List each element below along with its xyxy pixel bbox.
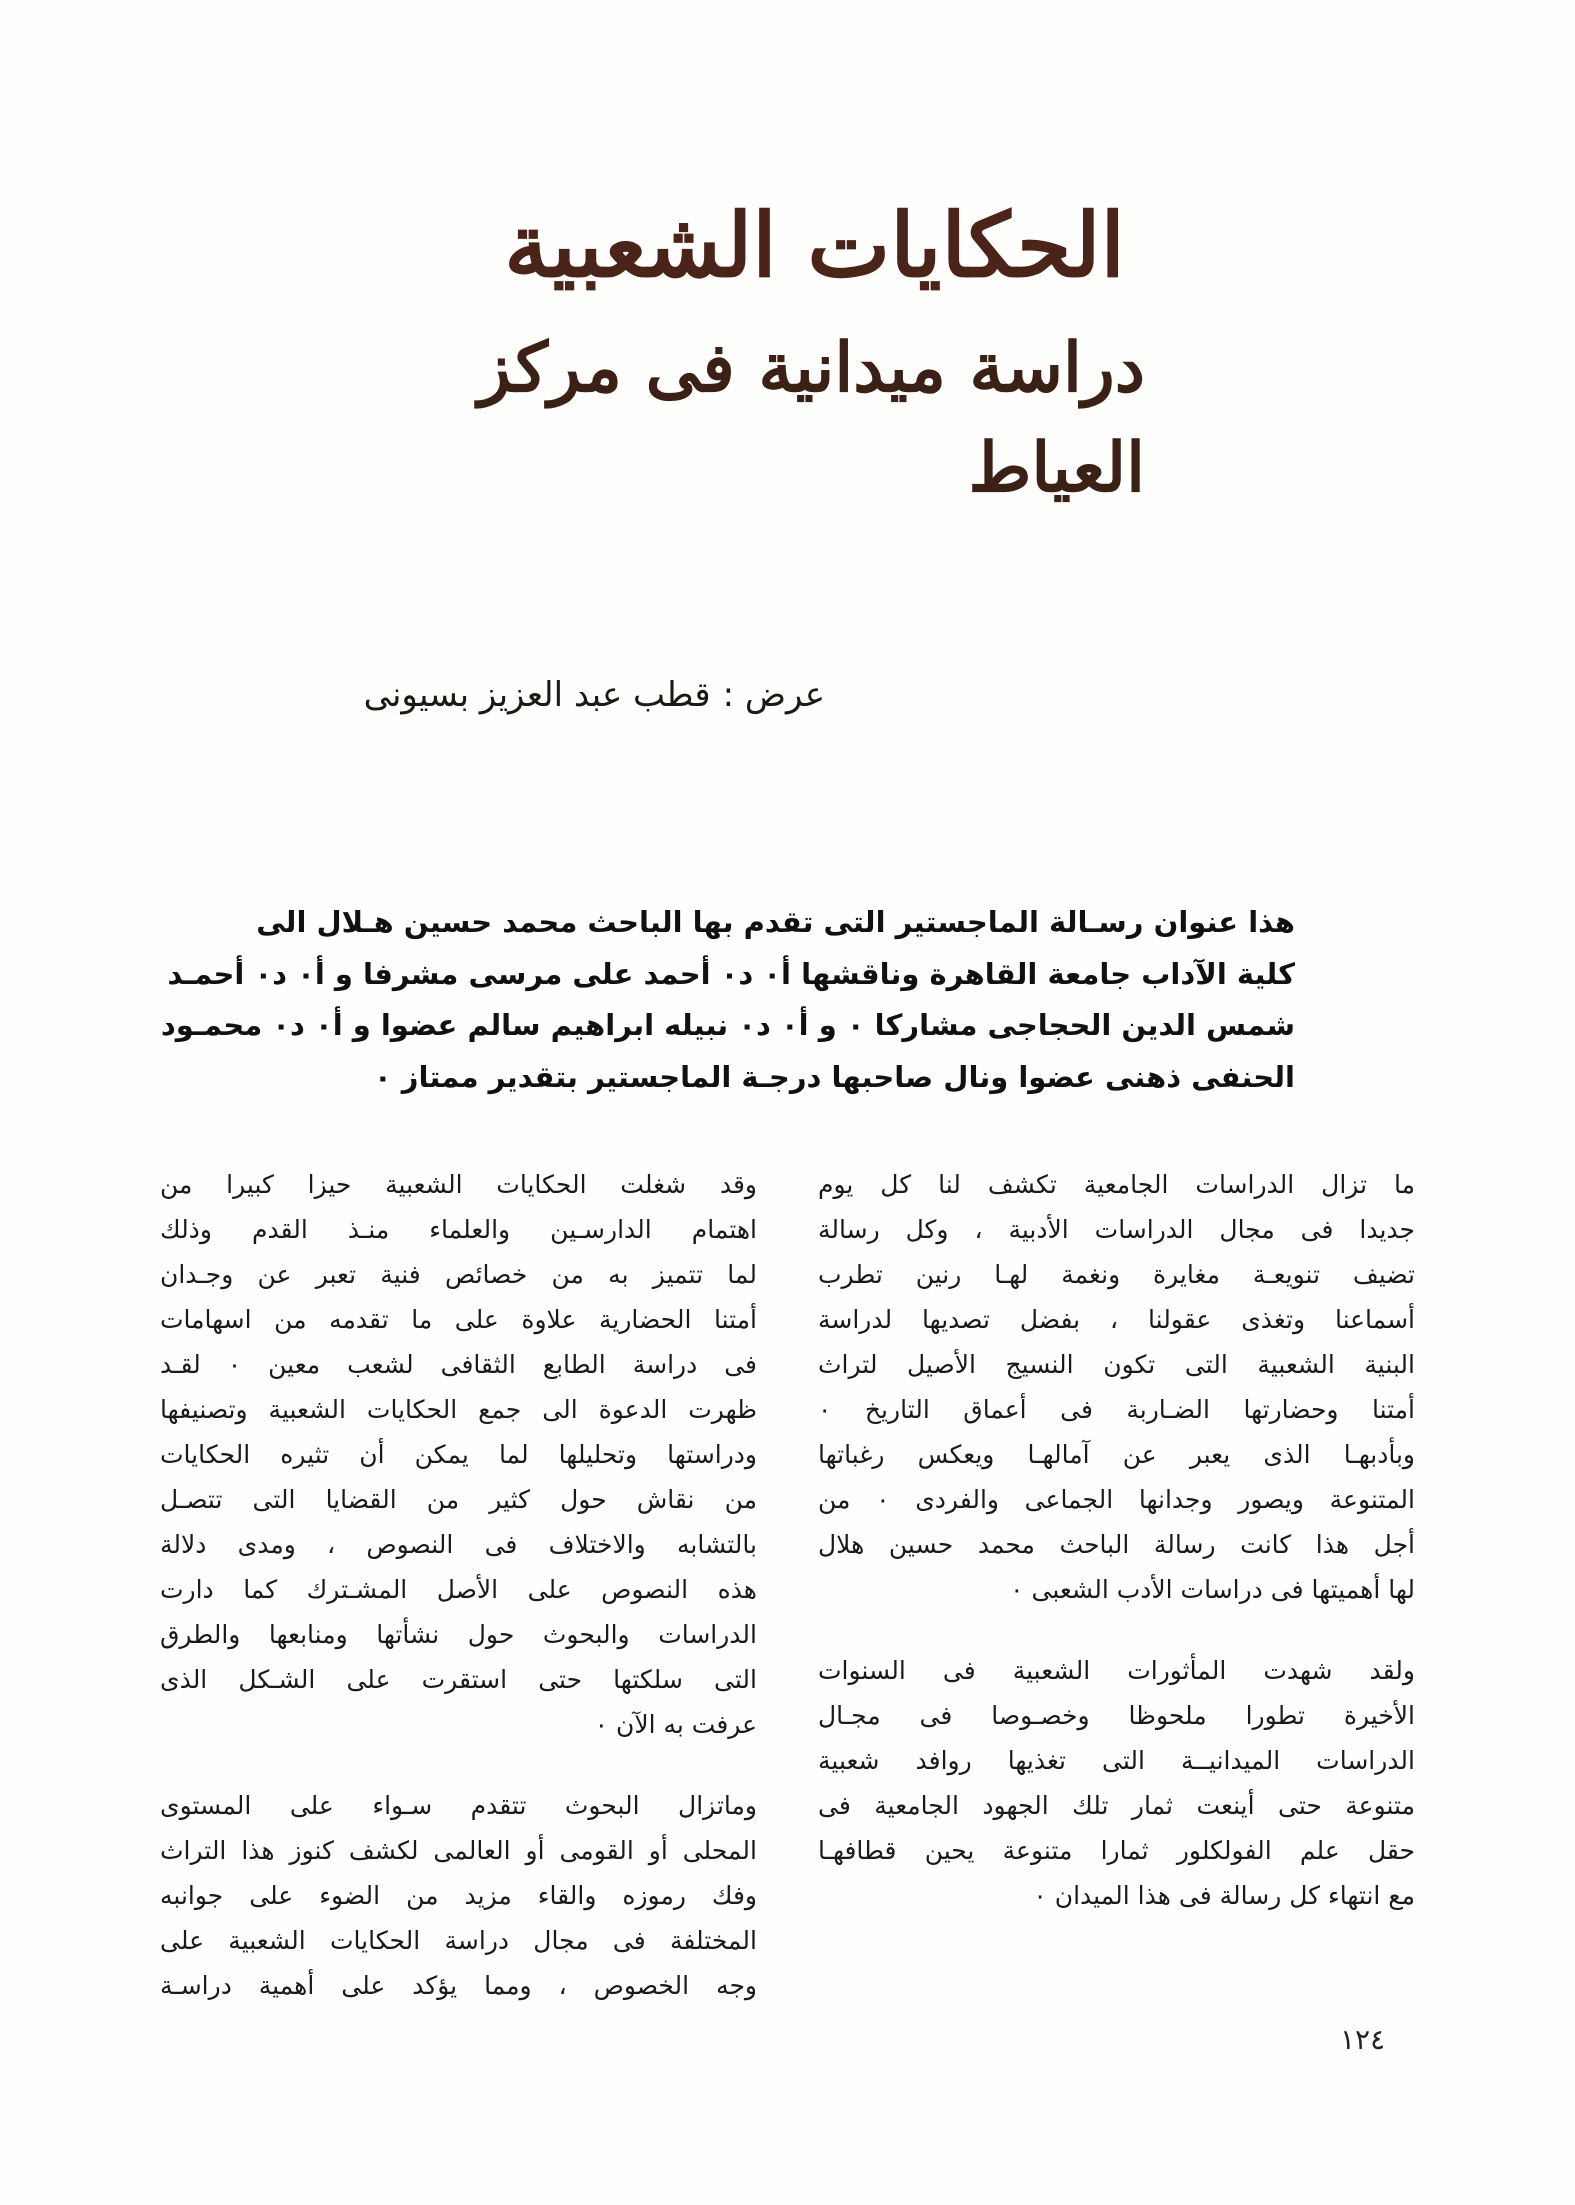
paragraph-gap <box>818 1612 1415 1648</box>
text-line: لما تتميز به من خصائص فنية تعبر عن وجـدان <box>160 1260 757 1289</box>
text-line: أمتنا الحضارية علاوة على ما تقدمه من اسهامات <box>160 1305 757 1334</box>
intro-line: كلية الآداب جامعة القاهرة وناقشها أ٠ د٠ أحمد على مرسى مشرفا و أ٠ د٠ أحمـد <box>167 956 1295 991</box>
text-line: بالتشابه والاختلاف فى النصوص ، ومدى دلالة <box>160 1530 757 1559</box>
text-line: ولقد شهدت المأثورات الشعبية فى السنوات <box>818 1656 1415 1685</box>
byline-label: عرض : <box>722 675 825 715</box>
left-column <box>160 1162 757 2008</box>
text-line: وقد شغلت الحكايات الشعبية حيزا كبيرا من <box>160 1170 757 1199</box>
text-line: التى سلكتها حتى استقرت على الشـكل الذى <box>160 1665 757 1694</box>
page-number: ١٢٤ <box>1340 2023 1386 2056</box>
text-line: المتنوعة ويصور وجدانها الجماعى والفردى ٠ من <box>818 1485 1415 1514</box>
text-line: الدراسات والبحوث حول نشأتها ومنابعها والطرق <box>160 1620 757 1649</box>
text-line: المحلى أو القومى أو العالمى لكشف كنوز هذا التراث <box>160 1836 757 1865</box>
right-column <box>818 1162 1415 1918</box>
text-line: وبأدبهـا الذى يعبر عن آمالهـا ويعكس رغباتها <box>818 1440 1415 1469</box>
text-line: هذه النصوص على الأصل المشـترك كما دارت <box>160 1575 757 1604</box>
text-line: أمتنا وحضارتها الضـاربة فى أعماق التاريخ ٠ <box>818 1395 1415 1424</box>
text-line: أجل هذا كانت رسالة الباحث محمد حسين هلال <box>818 1530 1415 1559</box>
text-line: ما تزال الدراسات الجامعية تكشف لنا كل يوم <box>818 1170 1415 1199</box>
text-line: متنوعة حتى أينعت ثمار تلك الجهود الجامعية فى <box>818 1791 1415 1820</box>
text-line: فى دراسة الطابع الثقافى لشعب معين ٠ لقـد <box>160 1350 757 1379</box>
text-line: مع انتهاء كل رسالة فى هذا الميدان ٠ <box>1033 1881 1415 1910</box>
byline-author: قطب عبد العزيز بسيونى <box>363 675 711 715</box>
intro-line: الحنفى ذهنى عضوا ونال صاحبها درجـة الماجستير بتقدير ممتاز ٠ <box>373 1059 1295 1094</box>
byline <box>325 670 825 720</box>
intro-line: هذا عنوان رسـالة الماجستير التى تقدم بها الباحث محمد حسين هـلال الى <box>256 905 1295 939</box>
text-line: أسماعنا وتغذى عقولنا ، بفضل تصديها لدراسة <box>818 1305 1415 1334</box>
article-title: الحكايات الشعبية <box>504 193 1125 297</box>
text-line: جديدا فى مجال الدراسات الأدبية ، وكل رسالة <box>818 1215 1415 1244</box>
text-line: الدراسات الميدانيــة التى تغذيها روافد شعبية <box>818 1746 1415 1775</box>
text-line: وجه الخصوص ، ومما يؤكد على أهمية دراسـة <box>160 1971 757 2000</box>
text-line: وماتزال البحوث تتقدم سـواء على المستوى <box>160 1791 757 1820</box>
text-line: لها أهميتها فى دراسات الأدب الشعبى ٠ <box>1010 1575 1415 1604</box>
text-line: وفك رموزه والقاء مزيد من الضوء على جوانبه <box>160 1881 757 1910</box>
intro-line: شمس الدين الحجاجى مشاركا ٠ و أ٠ د٠ نبيله ابراهيم سالم عضوا و أ٠ د٠ محمـود <box>160 1008 1295 1042</box>
text-line: من نقاش حول كثير من القضايا التى تتصـل <box>160 1485 757 1514</box>
text-line: عرفت به الآن ٠ <box>594 1710 757 1739</box>
intro-paragraph <box>160 897 1295 1103</box>
text-line: ودراستها وتحليلها لما يمكن أن تثيره الحكايات <box>160 1440 757 1469</box>
text-line: الأخيرة تطورا ملحوظا وخصـوصا فى مجـال <box>818 1701 1415 1730</box>
text-line: البنية الشعبية التى تكون النسيج الأصيل لتراث <box>818 1350 1415 1379</box>
text-line: تضيف تنويعـة مغايرة ونغمة لهـا رنين تطرب <box>818 1260 1415 1289</box>
text-line: اهتمام الدارسـين والعلماء منـذ القدم وذلك <box>160 1215 757 1244</box>
article-subtitle: دراسة ميدانية فى مركز العياط <box>478 328 1145 508</box>
text-line: المختلفة فى مجال دراسة الحكايات الشعبية على <box>160 1926 757 1955</box>
text-line: ظهرت الدعوة الى جمع الحكايات الشعبية وتصنيفها <box>160 1395 757 1424</box>
text-line: حقل علم الفولكلور ثمارا متنوعة يحين قطافهـا <box>818 1836 1415 1865</box>
paragraph-gap <box>160 1747 757 1783</box>
